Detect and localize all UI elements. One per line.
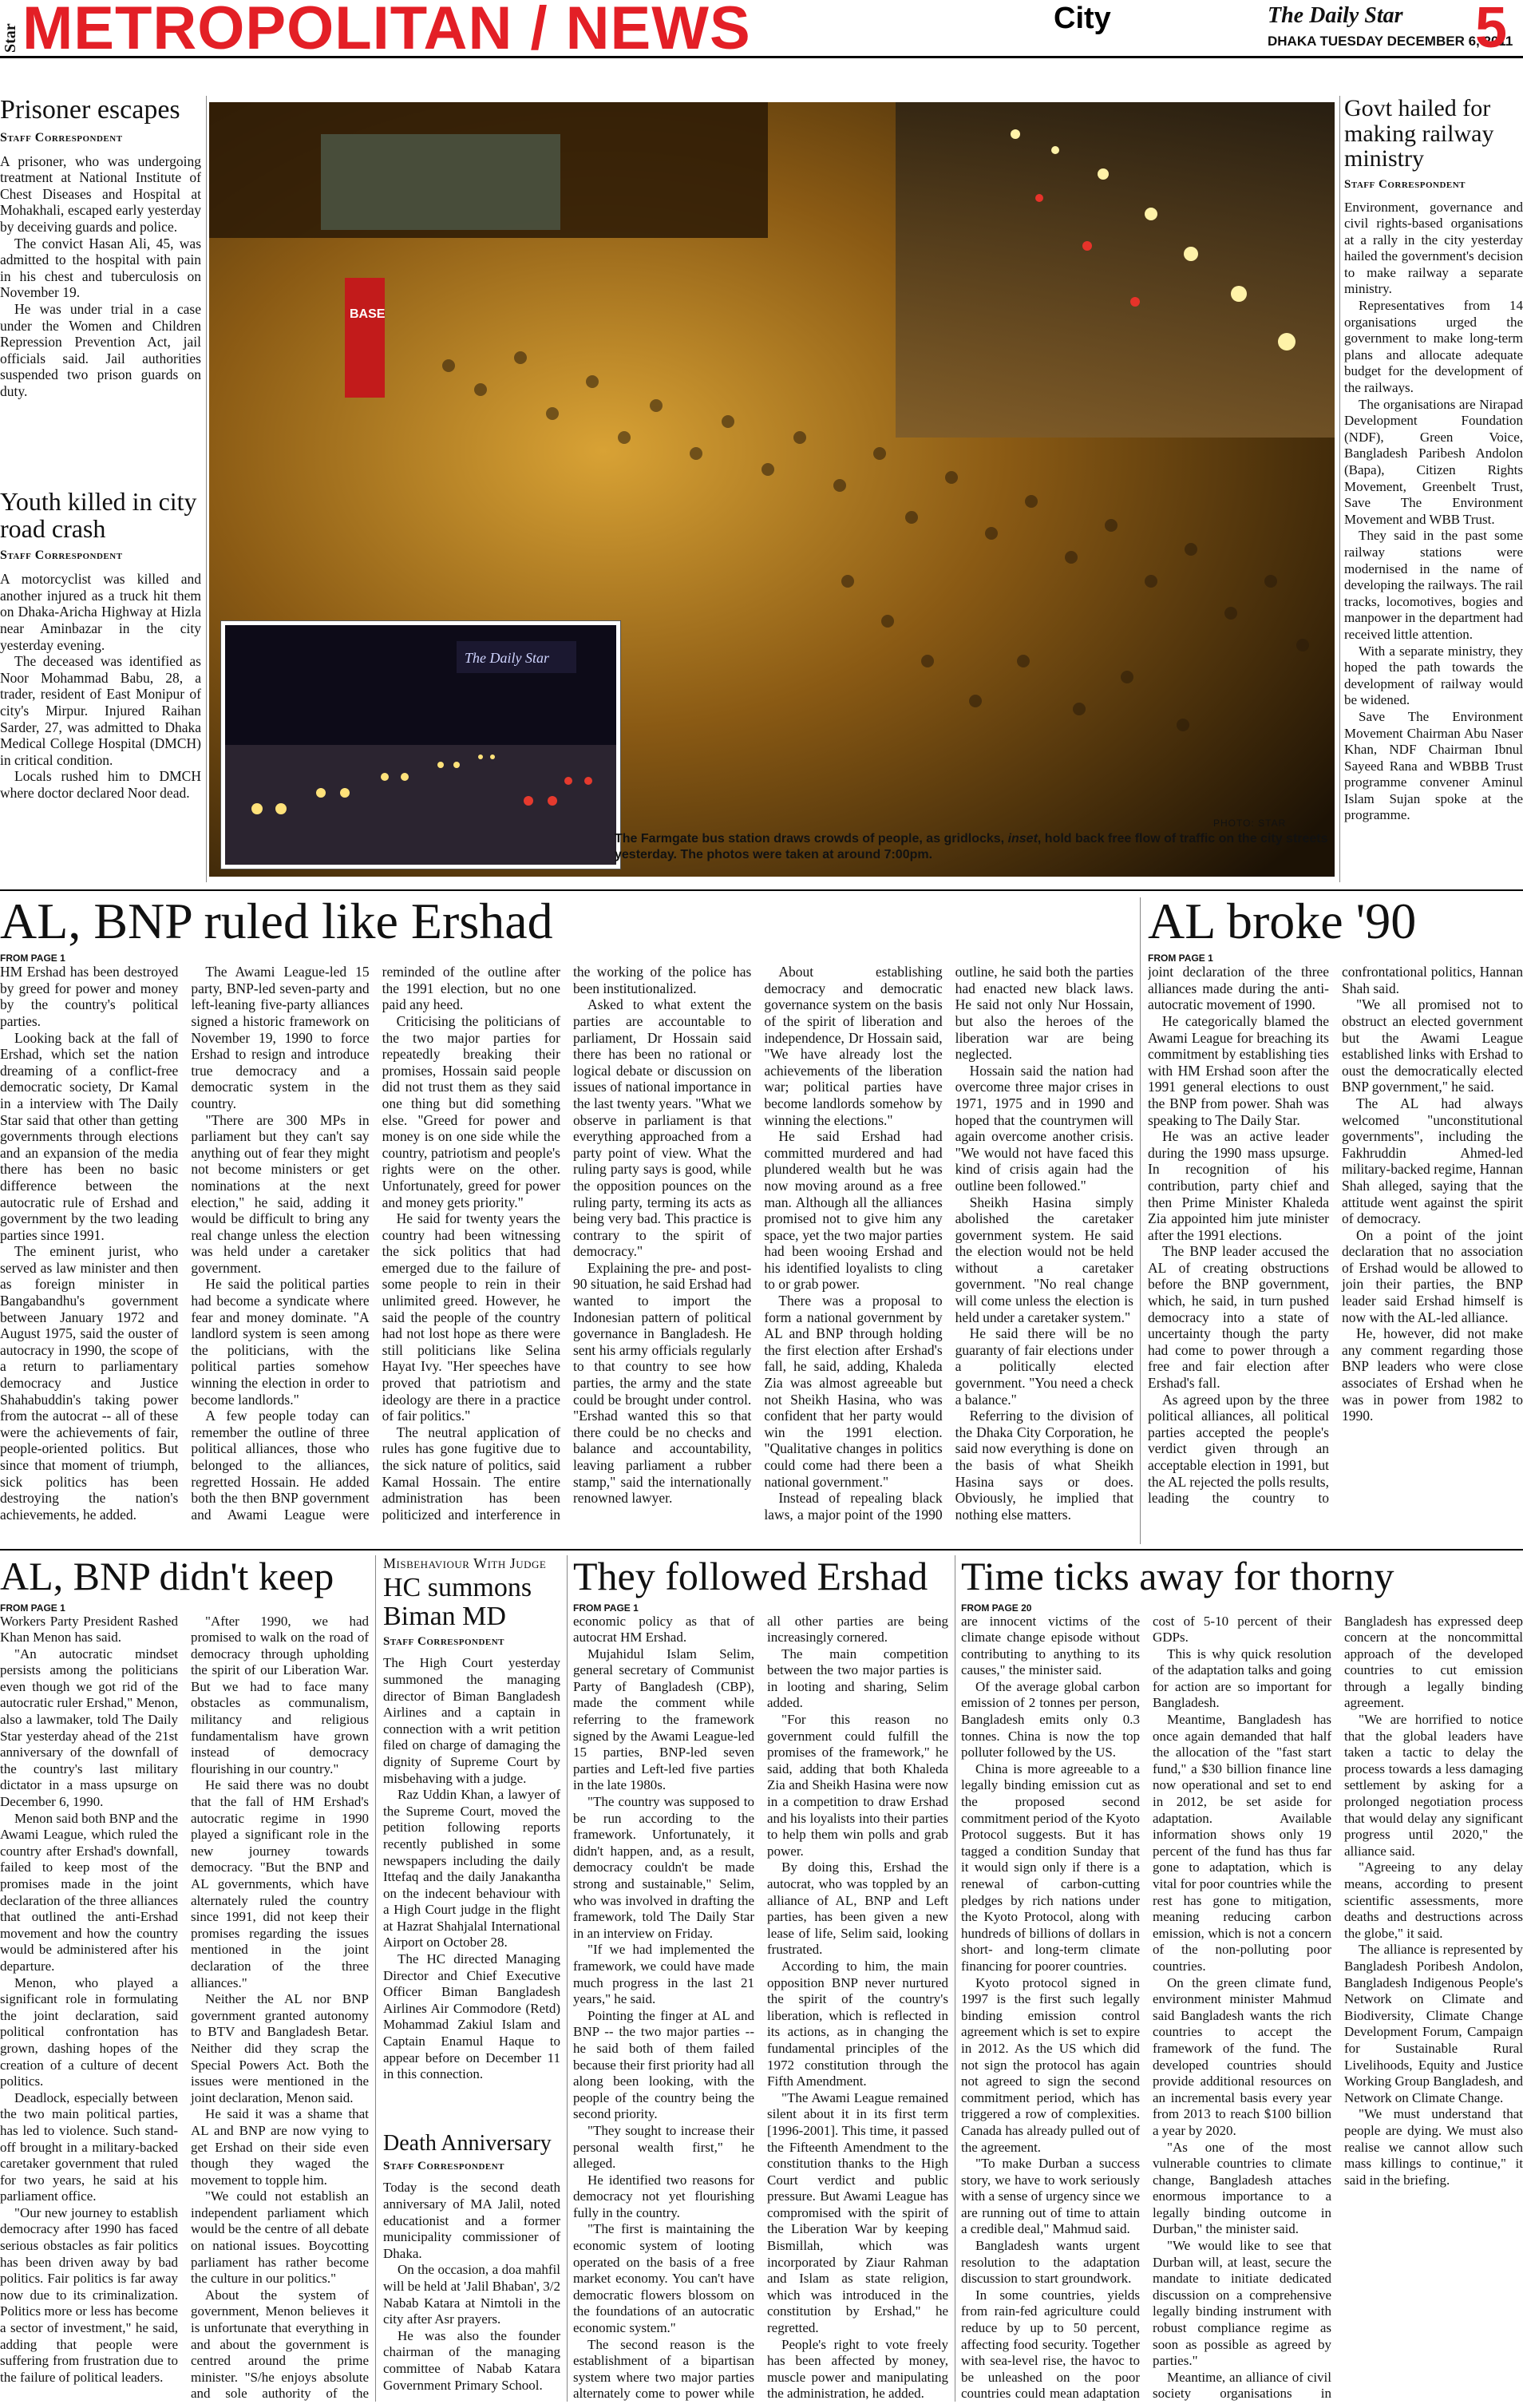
article-youth-killed: [0, 489, 201, 802]
column-divider: [567, 1555, 568, 2402]
article-prisoner-escapes: [0, 96, 201, 400]
jump-from: FROM PAGE 1: [573, 1602, 639, 1614]
headline: HC summons Biman MD: [383, 1573, 532, 1631]
masthead: [0, 0, 1523, 62]
article-body: A prisoner, who was undergoing treatment at National Institute of Chest Diseases and Hospital at Mohakhali, escaped early yesterday by deceiving guards and police. The convict Hasan Ali, 45, was admitted to the hospital with pain in his chest and tuberculosis on November 19. He was under trial in a case under the Women and Children Repression Prevention Act, jail officials said. Jail authorities suspended two prison guards on duty.: [0, 152, 201, 399]
headline: AL, BNP didn't keep: [0, 1554, 334, 1598]
article-body: The High Court yesterday summoned the managing director of Biman Bangladesh Airlines and a captain in connection with a writ petition filed on charge of damaging the dignity of Supreme Court by misbehaving with a judge. Raz Uddin Khan, a lawyer of the Supreme Court, moved the petition following reports recently published in some newspapers including the daily Ittefaq and the daily Janakantha on the indecent behaviour with a High Court judge in the flight at Hazrat Shahjalal International Airport on October 28. The HC directed Managing Director and Chief Executive Officer Biman Bangladesh Airlines Air Commodore (Retd) Mohammad Zakiul Islam and Captain Enamul Haque to appear before on December 11 in this connection.: [383, 1655, 560, 2082]
headline: Prisoner escapes: [0, 95, 180, 125]
article-body: Workers Party President Rashed Khan Menon has said. "An autocratic mindset persists among the politicians even though we got rid of the autocratic ruler Ershad," Menon, also a lawmaker, told The Daily Star yesterday ahead of the 21st anniversary of the downfall of the country's last military dictator in a mass upsurge on December 6, 1990. Menon said both BNP and the Awami League, which ruled the country after Ershad's downfall, failed to keep most of the promises made in the joint declaration of the three alliances that outlined the anti-Ershad movement and how the country would be administered after his departure. Menon, who played a significant role in formulating the joint declaration, said political confrontation has grown, dashing hopes of the creation of a culture of decent politics. Deadlock, especially between the two main political parties, has led to violence. Such stand-off brought in a military-backed caretaker government that ruled for two years, he said at his parliament office. "Our new journey to establish democracy after 1990 has faced serious obstacles as fair politics has been driven away by bad politics. Fair politics is far away now due to its criminalization. Politics more or less has become a sector of investment," he said, adding that people were suffering from frustration due to the failure of political leaders. "After 1990, we had promised to walk on the road of democracy through upholding the spirit of our Liberation War. But we had to face many obstacles as communalism, militancy and religious fundamentalism have grown instead of democracy flourishing in our country." He said there was no doubt that the fall of HM Ershad's autocratic regime in 1990 played a significant role in the new journey towards democracy. "But the BNP and AL governments, which have alternately ruled the country since 1991, did not keep their promises regarding the issues mentioned in the joint declaration of the three alliances." Neither the AL nor BNP government granted autonomy to BTV and Bangladesh Betar. Neither did they scrap the Special Powers Act. Both the issues were mentioned in the joint declaration, Menon said. He said it was a shame that AL and BNP are now vying to get Ershad on their side even though they waged the movement to topple him. "We could not establish an independent parliament which would be the centre of all debate on national issues. Boycotting parliament has rather become the culture in our politics." About the system of government, Menon believes it is unfortunate that everything in and about the government is centred around the prime minister. "S/he enjoys absolute and sole authority of the: [0, 1613, 369, 2402]
photo-credit: PHOTO: STAR: [1213, 818, 1287, 829]
article-al-broke-90: [1148, 894, 1523, 1539]
headline: They followed Ershad: [573, 1554, 928, 1598]
bus-station-sign-text: BASE: [350, 307, 386, 321]
article-body: Environment, governance and civil rights-based organisations at a rally in the city yesterday hailed the government's decision to make railway a separate ministry. Representatives from 14 organisations urged the government to make long-term plans and allocate adequate budget for the development of the railways. The organisations are Nirapad Development Foundation (NDF), Green Voice, Bangladesh Paribesh Andolon (Bapa), Citizen Rights Movement, Greenbelt Trust, Save The Environment Movement and WBB Trust. They said in the past some railway stations were modernised in the name of developing the railways. The rail tracks, locomotives, bogies and manpower in the department had received little attention. With a separate ministry, they hoped the path towards the development of railway would be widened. Save The Environment Movement Chairman Abu Naser Khan, NDF Chairman Ibnul Sayeed Rana and WBBB Trust programme convener Aminul Islam Sujan spoke at the programme.: [1344, 199, 1523, 823]
headline: AL broke '90: [1148, 893, 1417, 949]
section-divider: [0, 1549, 1523, 1551]
jump-from: FROM PAGE 1: [0, 1602, 65, 1614]
article-body: A motorcyclist was killed and another injured as a truck hit them on Dhaka-Aricha Highway at Hizla near Aminbazar in the city yesterday evening. The deceased was identified as Noor Mohammad Babu, 28, a trader, resident of East Monipur of city's Mirpur. Injured Raihan Sarder, 27, was admitted to Dhaka Medical College Hospital (DMCH) in critical condition. Locals rushed him to DMCH where doctor declared Noor dead.: [0, 571, 201, 801]
inset-billboard-text: The Daily Star: [465, 650, 549, 666]
article-body: HM Ershad has been destroyed by greed for power and money by the country's political parties. Looking back at the fall of Ershad, which set the nation dreaming of a conflict-free democratic society, Dr Kamal in a interview with The Daily Star said that other than getting governments through elections and an expansion of the media there has been no basic difference between the autocratic rule of Ershad and government by the two leading parties since 1991. The eminent jurist, who served as law minister and then as foreign minister in Bangabandhu's government between January 1972 and August 1975, said the ouster of autocracy in 1990, the scope of a return to parliamentary democracy and Justice Shahabuddin's taking power from the autocrat -- all of these were the achievements of fair, people-oriented politics. But since that moment of triumph, sick politics has been destroying the nation's achievements, he added. The Awami League-led 15 party, BNP-led seven-party and left-leaning five-party alliances signed a historic framework on November 19, 1990 to force Ershad to resign and introduce true democracy and a democratic system in the country. "There are 300 MPs in parliament but they can't say anything out of fear they might not become ministers or get nominations at the next election," he said, adding it would be difficult to bring any real change unless the election was held under a caretaker government. He said the political parties had become a syndicate where fear and money dominate. "A landlord system is seen among the politicians, with the political parties somehow winning the election in order to become landlords." A few people today can remember the outline of three political alliances, those who belonged to the alliances, regretted Hossain. He added both the then BNP government and Awami League were reminded of the outline after the 1991 election, but no one paid any heed. Criticising the politicians of the two major parties for repeatedly breaking their promises, Hossain said people did not trust them as they said one thing but did something else. "Greed for power and money is on one side while the country, patriotism and people's rights were on the other. Unfortunately, greed for power and money gets priority." He said for twenty years the country had been witnessing the sick politics that had emerged due to the failure of some people to rein in their unlimited greed. However, he said the people of the country had not lost hope as there were still politicians like Selina Hayat Ivy. "Her speeches have proved that patriotism and ideology are there in a practice of fair politics." The neutral application of rules has gone fugitive due to the sick nature of politics, said Kamal Hossain. The entire administration has been politicized and interference in the working of the police has been institutionalized. Asked to what extent the parties are accountable to parliament, Dr Hossain said there has been no rational or logical debate or discussion on issues of national importance in the last twenty years. "What we observe in parliament is that everything approached from a party point of view. What the ruling party says is good, while the opposition pounces on the ruling party, terming its acts as being very bad. This practice is contrary to the spirit of democracy." Explaining the pre- and post-90 situation, he said Ershad had wanted to import the Indonesian pattern of political governance in Bangladesh. He sent his army officials regularly to that country to see how parties, the army and the state could be brought under control. "Ershad wanted this so that there could be no checks and balance and accountability, leaving parliament a rubber stamp," said the internationally renowned lawyer. About establishing democracy and democratic governance system on the basis of the spirit of liberation and independence, Dr Hossain said, "We have already lost the achievements of the liberation war; political parties have become landlords somehow by winning the elections." He said Ershad had committed murdered and had plundered wealth but he was now moving around as a free man. Although all the alliances promised not to give him any space, yet the two major parties had been wooing Ershad and his identified loyalists to cling to or grab power. There was a proposal to form a national government by AL and BNP through holding the first election after Ershad's fall, he said, adding, Khaleda Zia was almost agreeable but not Sheikh Hasina, who was confident that her party would win the 1991 election. "Qualitative changes in politics could come had there been a national government." Instead of repealing black laws, a major point of the 1990 outline, he said both the parties had enacted new black laws. He said not only Nur Hossain, but also the heroes of the liberation war are being neglected. Hossain said the nation had overcome three major crises in 1971, 1975 and in 1990 and hoped that the countrymen will again overcome another crisis. "We would not have faced this kind of crisis again had the outline been followed." Sheikh Hasina simply abolished the caretaker government system. He said the election would not be held without a caretaker government. "No real change will come unless the election is held under a caretaker system." He said there will be no guaranty of fair elections under a politically elected government. "You need a check a balance." Referring to the division of the Dhaka City Corporation, he said now everything is done on the basis of what Sheikh Hasina says or does. Obviously, he implied that nothing else matters.: [0, 964, 1133, 1523]
photo-caption: The Farmgate bus station draws crowds of people, as gridlocks, inset, hold back free flow of traffic on the city streets yesterday. The photos were taken at around 7:00pm.: [615, 832, 1328, 861]
gridlock-photo-illustration: [225, 625, 616, 865]
headline: Govt hailed for making railway ministry: [1344, 95, 1494, 172]
jump-from: FROM PAGE 20: [961, 1602, 1032, 1614]
newspaper-name: The Daily Star: [1268, 3, 1403, 28]
article-body: joint declaration of the three alliances made during the anti-autocratic movement of 1990. He categorically blamed the Awami League for breaching its commitment by establishing ties with HM Ershad soon after the 1991 general elections to oust the BNP from power. Shah was speaking to The Daily Star. He was an active leader during the 1990 mass upsurge. In recognition of his contribution, party chief and then Prime Minister Khaleda Zia appointed him jute minister after the 1991 elections. The BNP leader accused the AL of creating obstructions before the BNP government, which, he said, in turn pushed democracy into a state of uncertainty though the party had come to power through a free and fair election after Ershad's fall. As agreed upon by the three political alliances, all political parties accepted the people's verdict given through an acceptable election in 1991, but the AL rejected the polls results, leading the country to confrontational politics, Hannan Shah said. "We all promised not to obstruct an elected government but the Awami League established links with Ershad to oust the democratically elected BNP government," he said. The AL had always welcomed "unconstitutional governments", including the Fakhruddin Ahmed-led military-backed regime, Hannan Shah alleged, saying that the attitude went against the spirit of democracy. On a point of the joint declaration that no association of Ershad would be allowed to join their parties, the BNP leader said Ershad himself is now with the AL-led alliance. He, however, did not make any comment regarding those BNP leaders who were close associates of Ershad when he was in power from 1982 to 1990.: [1148, 964, 1523, 1507]
main-photo-farmgate-crowd: [209, 102, 1335, 877]
article-death-anniversary: [383, 2132, 560, 2394]
article-body: Today is the second death anniversary of MA Jalil, noted educationist and a former municipality commissioner of Dhaka. On the occasion, a doa mahfil will be held at 'Jalil Bhaban', 3/2 Nabab Katara at Nimtoli in the city after Asr prayers. He was also the founder chairman of the managing committee of Nabab Katara Government Primary School.: [383, 2180, 560, 2393]
article-al-bnp-ruled-like-ershad: [0, 894, 1133, 1539]
headline: AL, BNP ruled like Ershad: [0, 893, 553, 949]
headline: Youth killed in city road crash: [0, 487, 197, 543]
article-body: economic policy as that of autocrat HM Ershad. Mujahidul Islam Selim, general secretary of Communist Party of Bangladesh (CBP), made the comment while referring to the framework signed by the Awami League-led 15 parties, BNP-led seven parties and Left-led five parties in the late 1980s. "The country was supposed to be run according to the framework. Unfortunately, it didn't happen, and, as a result, democracy couldn't be made strong and sustainable," Selim, who was involved in drafting the framework, told The Daily Star in an interview on Friday. "If we had implemented the framework, we could have made much progress in the last 21 years," he said. Pointing the finger at AL and BNP -- the two major parties -- he said both of them failed because their first priority had all along been looking, with the people of the country being the second priority. "They sought to increase their personal wealth first," he alleged. He identified two reasons for democracy not yet flourishing fully in the country. "The first is maintaining the economic system of looting operated on the basis of a free market economy. You can't have democratic flowers blossom on the foundations of an autocratic economic system." The second reason is the establishment of a bipartisan system where two major parties alternately come to power while all other parties are being increasingly cornered. The main competition between the two major parties is in looting and sharing, Selim added. "For this reason no government could fulfill the promises of the framework," he said, adding that both Khaleda Zia and Sheikh Hasina were now in a competition to draw Ershad and his loyalists into their parties to help them win polls and grab power. By doing this, Ershad the autocrat, who was toppled by an alliance of AL, BNP and Left parties, has been given a new lease of life, Selim said, looking frustrated. According to him, the main opposition BNP never nurtured the spirit of the country's liberation, which is reflected in its actions, as in changing the fundamental principles of the 1972 constitution through the Fifth Amendment. "The Awami League remained silent about it in its first term [1996-2001]. This time, it passed the Fifteenth Amendment to the constitution thanks to the High Court verdict and public pressure. But Awami League has compromised with the spirit of the Liberation War by keeping Bismillah, which was incorporated by Ziaur Rahman and Islam as state religion, which was introduced in the constitution by Ershad," he regretted. People's right to vote freely has been affected by money, muscle power and manipulating the administration, he added.: [573, 1613, 948, 2402]
column-divider: [1140, 897, 1141, 1544]
headline: Death Anniversary: [383, 2131, 552, 2156]
column-divider: [206, 96, 207, 882]
jump-from: FROM PAGE 1: [1148, 953, 1213, 964]
article-railway-ministry: [1344, 96, 1523, 824]
byline: Staff Correspondent: [383, 2160, 505, 2173]
star-vertical-logo: Star: [2, 23, 19, 53]
dateline: DHAKA TUESDAY DECEMBER 6, 2011: [1268, 34, 1513, 49]
page-number: 5: [1475, 0, 1508, 60]
article-hc-summons-biman-md: [383, 1555, 560, 2083]
article-body: are innocent victims of the climate change episode without contributing to anything to its causes," the minister said. Of the average global carbon emission of 2 tonnes per person, Bangladesh emits only 0.3 tonnes. China is now the top polluter followed by the US. China is more agreeable to a legally binding emission cut as the proposed second commitment period of the Kyoto Protocol suggests. But it has tagged a condition Sunday that it would sign only if there is a renewal of carbon-cutting pledges by rich nations under the Kyoto Protocol, along with hundreds of billions of dollars in short- and long-term climate financing for poorer countries. Kyoto protocol signed in 1997 is the first such legally binding emission control agreement which is set to expire in 2012. As the US which did not sign the protocol has again not agreed to sign the second commitment period, which has triggered a row of complexities. Canada has already pulled out of the agreement. "To make Durban a success story, we have to work seriously with a sense of urgency since we are running out of time to attain a credible deal," Mahmud said. Bangladesh wants urgent resolution to the adaptation discussion to start groundwork. In some countries, yields from rain-fed agriculture could reduce by up to 50 percent, affecting food security. Together with sea-level rise, the havoc to be unleashed on the poor countries could mean adaptation cost of 5-10 percent of their GDPs. This is why quick resolution of the adaptation talks and going for action are so important for Bangladesh. Meantime, Bangladesh has once again demanded that half the allocation of the "fast start fund," a $30 billion finance line now operational and set to end in 2012, be set aside for adaptation. Available information shows only 19 percent of the fund has thus far gone to adaptation, which is vital for poor countries while the rest has gone to mitigation, meaning reducing carbon emission, which is not a concern of the non-polluting poor countries. On the green climate fund, environment minister Mahmud said Bangladesh wants the rich countries to accept the framework of the fund. The developed countries should provide additional resources on an incremental basis every year from 2013 to reach $100 billion a year by 2020. "As one of the most vulnerable countries to climate change, Bangladesh attaches enormous importance to a legally binding outcome in Durban," the minister said. "We would like to see that Durban will, at least, secure the mandate to initiate dedicated discussion on a comprehensive legally binding instrument with robust compliance regime as soon as possible as agreed by parties." Meantime, an alliance of civil society organisations in Bangladesh has expressed deep concern at the noncommittal approach of the developed countries to cut emission through a legally binding agreement. "We are horrified to notice that the global leaders have taken a tactic to delay the process towards a less damaging settlement by asking for a prolonged negotiation process that would delay any significant progress until 2020," the alliance said. "Agreeing to any delay means, according to present scientific assessments, more deaths and destructions across the globe," it said. The alliance is represented by Bangladesh Poribesh Andolon, Bangladesh Indigenous People's Network on Climate and Biodiversity, Climate Change Development Forum, Campaign for Sustainable Rural Livelihoods, Equity and Justice Working Group Bangladesh, and Network on Climate Change. "We must understand that people are dying. We must also realise we cannot allow such mass killings to continue," it said in the briefing.: [961, 1613, 1523, 2402]
column-divider: [1339, 96, 1340, 882]
byline: Staff Correspondent: [0, 130, 123, 145]
byline: Staff Correspondent: [0, 549, 123, 563]
kicker: Misbehaviour With Judge: [383, 1555, 547, 1571]
article-time-ticks-away: [961, 1555, 1523, 2404]
article-al-bnp-didnt-keep: [0, 1555, 369, 2404]
byline: Staff Correspondent: [1344, 177, 1466, 191]
inset-photo-traffic-gridlock: [221, 621, 620, 869]
byline: Staff Correspondent: [383, 1635, 505, 1649]
section-city-label: City: [1054, 2, 1111, 35]
section-title: METROPOLITAN / NEWS: [22, 0, 751, 62]
section-divider: [0, 889, 1523, 891]
jump-from: FROM PAGE 1: [0, 953, 65, 964]
article-they-followed-ershad: [573, 1555, 948, 2404]
headline: Time ticks away for thorny: [961, 1554, 1394, 1598]
column-divider: [375, 1555, 376, 2402]
